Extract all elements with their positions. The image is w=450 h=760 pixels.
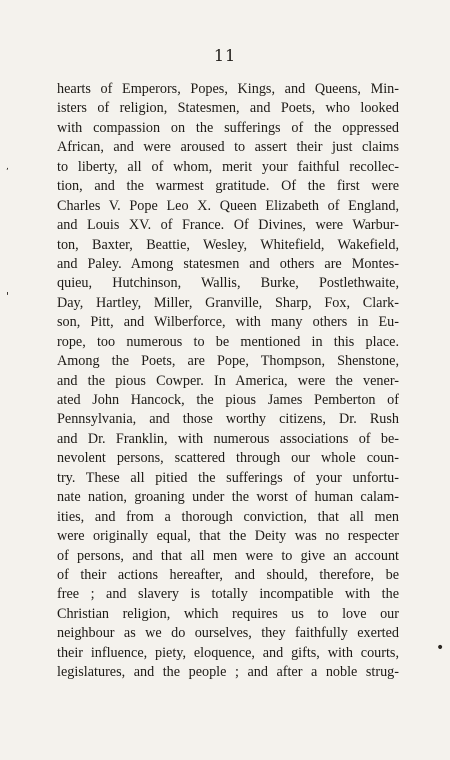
text-line: ated John Hancock, the pious James Pemberton of: [57, 392, 399, 408]
text-line: rope, too numerous to be mentioned in this place.: [57, 333, 399, 350]
body-text: [57, 80, 399, 683]
text-line: of persons, and that all men were to give an account: [57, 547, 399, 564]
text-line: and Dr. Franklin, with numerous associations of be-: [57, 430, 399, 447]
text-line: African, and were aroused to assert their just claims: [57, 139, 399, 156]
text-line: their influence, piety, eloquence, and gifts, with courts,: [57, 644, 399, 661]
margin-speck: ': [6, 290, 10, 303]
text-line: of their actions hereafter, and should, therefore, be: [57, 566, 399, 583]
text-line: tion, and the warmest gratitude. Of the first were: [57, 178, 399, 195]
margin-speck: •: [436, 640, 445, 656]
text-line: Pennsylvania, and those worthy citizens, Dr. Rush: [57, 411, 399, 428]
text-line: neighbour as we do ourselves, they faithfully exerted: [57, 625, 399, 642]
text-line: with compassion on the sufferings of the oppressed: [57, 119, 399, 136]
text-line: nevolent persons, scattered through our whole coun-: [57, 450, 399, 467]
text-line: Charles V. Pope Leo X. Queen Elizabeth of England,: [57, 197, 399, 214]
text-line: were originally equal, that the Deity was no respecter: [57, 528, 399, 545]
text-line: and the pious Cowper. In America, were the vener-: [57, 372, 399, 389]
margin-speck: ,: [6, 162, 9, 172]
text-line: legislatures, and the people ; and after a noble strug-: [57, 664, 399, 681]
text-line: Day, Hartley, Miller, Granville, Sharp, Fox, Clark-: [57, 294, 399, 311]
text-line: hearts of Emperors, Popes, Kings, and Queens, Min-: [57, 81, 399, 97]
text-line: quieu, Hutchinson, Wallis, Burke, Postlethwaite,: [57, 275, 399, 292]
text-line: try. These all pitied the sufferings of your unfortu-: [57, 469, 399, 486]
page-number: 11: [213, 46, 237, 65]
text-line: and Paley. Among statesmen and others are Montes-: [57, 255, 399, 272]
text-line: ities, and from a thorough conviction, that all men: [57, 508, 399, 525]
text-line: and Louis XV. of France. Of Divines, were Warbur-: [57, 217, 399, 234]
text-line: son, Pitt, and Wilberforce, with many others in Eu-: [57, 314, 399, 331]
text-line: Christian religion, which requires us to love our: [57, 605, 399, 622]
text-line: isters of religion, Statesmen, and Poets, who looked: [57, 100, 399, 117]
text-line: to liberty, all of whom, merit your faithful recollec-: [57, 158, 399, 175]
text-line: free ; and slavery is totally incompatible with the: [57, 586, 399, 603]
text-line: nate nation, groaning under the worst of human calam-: [57, 489, 399, 506]
text-line: ton, Baxter, Beattie, Wesley, Whitefield, Wakefield,: [57, 236, 399, 253]
text-line: Among the Poets, are Pope, Thompson, Shenstone,: [57, 353, 399, 370]
